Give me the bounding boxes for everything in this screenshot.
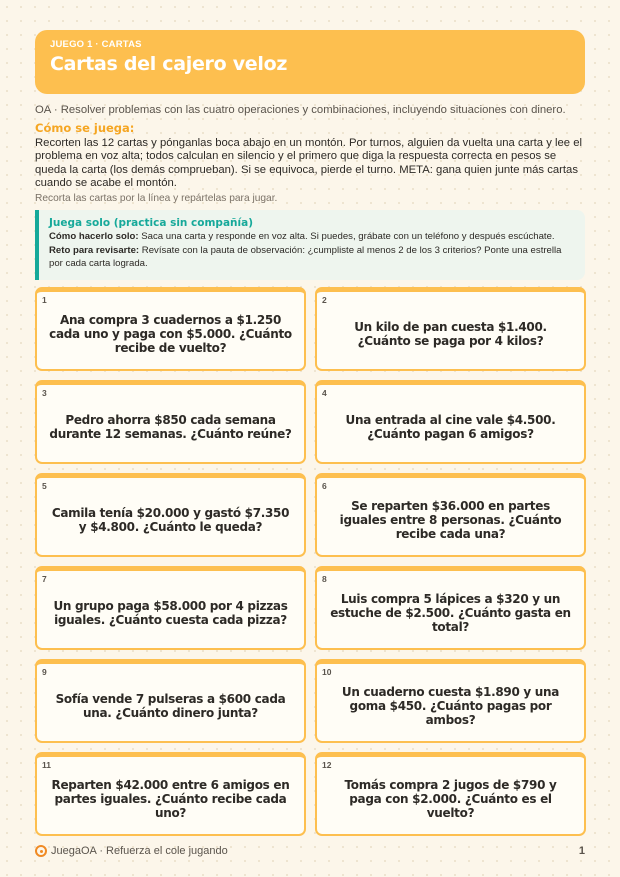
- card-question: Ana compra 3 cuadernos a $1.250 cada uno y paga con $5.000. ¿Cuánto recibe de vuelto?: [49, 312, 292, 355]
- card-number: 8: [322, 574, 327, 584]
- card-number: 2: [322, 295, 327, 305]
- footer-brand-text: JuegaOA · Refuerza el cole jugando: [51, 845, 228, 857]
- card-question: Camila tenía $20.000 y gastó $7.350 y $4.800. ¿Cuánto le queda?: [51, 505, 290, 534]
- card-question: Una entrada al cine vale $4.500. ¿Cuánto pagan 6 amigos?: [345, 412, 556, 441]
- card-3: [35, 380, 306, 464]
- card-number: 6: [322, 481, 327, 491]
- solo-how-label: Cómo hacerlo solo:: [49, 231, 139, 242]
- card-question: Un grupo paga $58.000 por 4 pizzas iguales. ¿Cuánto cuesta cada pizza?: [53, 598, 288, 627]
- card-1: [35, 287, 306, 371]
- solo-how: [49, 231, 575, 243]
- cut-note: Recorta las cartas por la línea y repártelas para jugar.: [35, 193, 278, 204]
- card-question: Reparten $42.000 entre 6 amigos en partes iguales. ¿Cuánto recibe cada uno?: [51, 777, 290, 820]
- card-number: 11: [42, 760, 51, 770]
- card-number: 4: [322, 388, 327, 398]
- card-question: Sofía vende 7 pulseras a $600 cada una. ¿Cuánto dinero junta?: [55, 691, 286, 720]
- card-7: [35, 566, 306, 650]
- card-number: 12: [322, 760, 332, 770]
- card-9: [35, 659, 306, 743]
- footer-brand: [35, 845, 228, 857]
- howto-instructions: Recorten las 12 cartas y pónganlas boca abajo en un montón. Por turnos, alguien da vuelta una carta y lee el problema en voz alta; todos calculan en silencio y el primero que diga la respuesta correcta en pesos se queda la carta (los demás comprueban). Si se equivoca, pierde el turno. META: gana quien junte más cartas cuando se acabe el montón.: [35, 137, 582, 190]
- card-12: [315, 752, 586, 836]
- card-question: Un cuaderno cuesta $1.890 y una goma $450. ¿Cuánto pagas por ambos?: [341, 684, 560, 727]
- page-header: [35, 30, 585, 94]
- cards-grid: [35, 287, 586, 837]
- solo-play-box: [35, 210, 585, 280]
- card-question: Se reparten $36.000 en partes iguales entre 8 personas. ¿Cuánto recibe cada una?: [339, 498, 562, 541]
- card-question: Un kilo de pan cuesta $1.400. ¿Cuánto se paga por 4 kilos?: [354, 319, 547, 348]
- card-number: 9: [42, 667, 47, 677]
- card-6: [315, 473, 586, 557]
- solo-title: Juega solo (practica sin compañía): [49, 217, 253, 229]
- page-footer: [35, 843, 585, 859]
- solo-review-text: Revísate con la pauta de observación: ¿cumpliste al menos 2 de los 3 criterios? Ponte una estrella por cada carta lograda.: [49, 245, 562, 269]
- card-number: 5: [42, 481, 47, 491]
- card-question: Tomás compra 2 jugos de $790 y paga con $2.000. ¿Cuánto es el vuelto?: [344, 777, 557, 820]
- learning-objective: OA · Resolver problemas con las cuatro operaciones y combinaciones, incluyendo situaciones con dinero.: [35, 104, 566, 116]
- card-2: [315, 287, 586, 371]
- card-number: 10: [322, 667, 332, 677]
- target-logo-icon: [35, 845, 47, 857]
- card-number: 7: [42, 574, 47, 584]
- card-8: [315, 566, 586, 650]
- howto-heading: Cómo se juega:: [35, 121, 135, 135]
- page-number: 1: [578, 845, 585, 857]
- card-number: 1: [42, 295, 47, 305]
- card-question: Luis compra 5 lápices a $320 y un estuche de $2.500. ¿Cuánto gasta en total?: [330, 591, 571, 634]
- card-5: [35, 473, 306, 557]
- card-11: [35, 752, 306, 836]
- solo-how-text: Saca una carta y responde en voz alta. Si puedes, grábate con un teléfono y después escúchate.: [141, 231, 555, 242]
- card-question: Pedro ahorra $850 cada semana durante 12 semanas. ¿Cuánto reúne?: [49, 412, 292, 441]
- page-title: Cartas del cajero veloz: [50, 53, 288, 75]
- card-10: [315, 659, 586, 743]
- card-4: [315, 380, 586, 464]
- game-label: JUEGO 1 · CARTAS: [50, 39, 142, 50]
- solo-review-label: Reto para revisarte:: [49, 245, 140, 257]
- solo-review: [49, 245, 575, 270]
- card-number: 3: [42, 388, 47, 398]
